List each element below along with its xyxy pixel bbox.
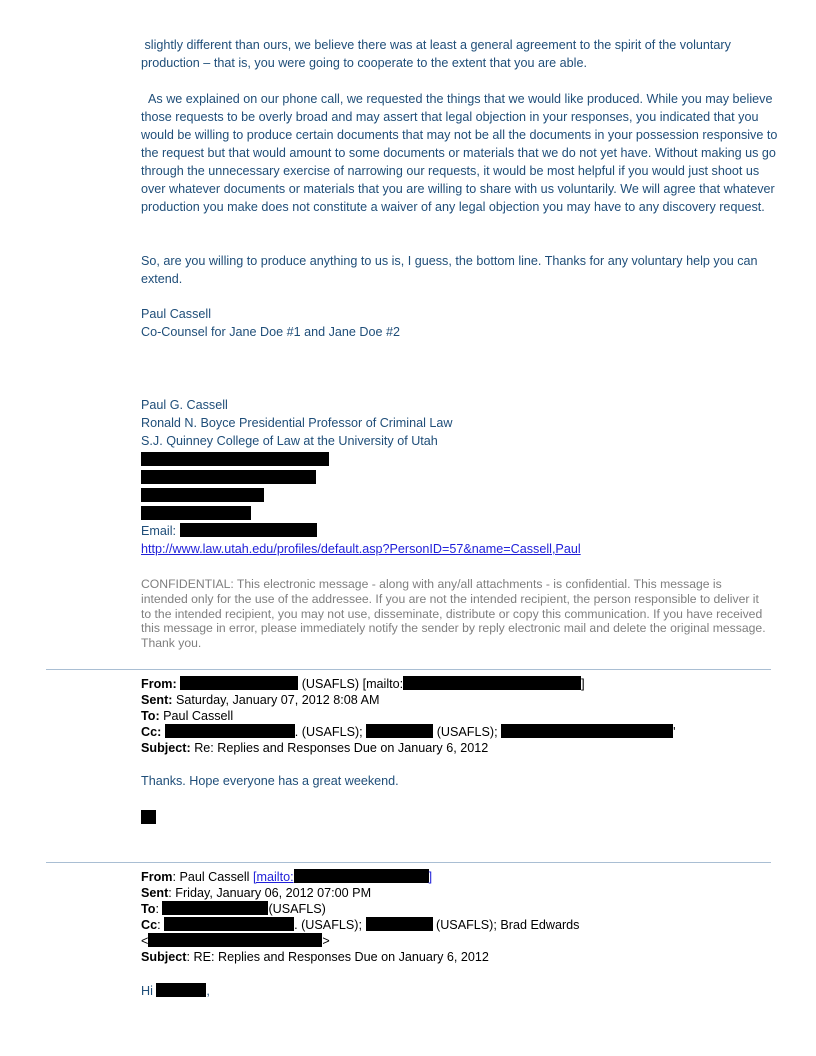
redaction-cc-3 bbox=[501, 724, 673, 738]
email2-sent-date: : Friday, January 06, 2012 07:00 PM bbox=[168, 886, 372, 900]
email2-subject: : RE: Replies and Responses Due on January 6, 2012 bbox=[186, 950, 489, 964]
body-paragraph-1: slightly different than ours, we believe there was at least a general agreement to the spirit of the voluntary production – that is, you were going to cooperate to the extent that you are able. bbox=[141, 38, 731, 70]
email1-from-label: From: bbox=[141, 677, 177, 691]
redaction-email2-sender bbox=[294, 869, 429, 883]
redaction-fax bbox=[141, 506, 251, 520]
email1-to: Paul Cassell bbox=[163, 709, 234, 723]
email-label: Email: bbox=[141, 524, 176, 538]
email2-to-line: To: (USAFLS) bbox=[141, 902, 326, 916]
body-paragraph-2: As we explained on our phone call, we requested the things that we would like produced. While you may believe those requests to be overly broad and may assert that legal objection in your responses, you indicated that you would be willing to produce certain documents that may not be all the documents in your possession responsive to the request but that would amount to some documents or materials that we do not yet have. Without making us go through the unnecessary exercise of narrowing our requests, it would be most helpful if you would just shoot us over whatever documents or materials that you are willing to share with us voluntarily. We will agree that whatever production you make does not constitute a waiver of any legal objection you may have to any discovery request. bbox=[141, 92, 778, 214]
email1-sent-date: Saturday, January 07, 2012 8:08 AM bbox=[175, 693, 380, 707]
signature-email-line bbox=[141, 522, 317, 540]
email1-body: Thanks. Hope everyone has a great weekend. bbox=[141, 774, 399, 788]
signature-school: S.J. Quinney College of Law at the University of Utah bbox=[141, 434, 438, 448]
email1-sent-line: Sent: Saturday, January 07, 2012 8:08 AM bbox=[141, 693, 380, 707]
redaction-email bbox=[180, 523, 317, 537]
redaction-sender-email bbox=[403, 676, 581, 690]
redaction-address-2 bbox=[141, 470, 316, 484]
divider-1 bbox=[46, 669, 771, 670]
redaction-email2-cc-3 bbox=[148, 933, 322, 947]
signature-title: Ronald N. Boyce Presidential Professor of Criminal Law bbox=[141, 416, 453, 430]
email2-cc-cont-line: < > bbox=[141, 934, 330, 948]
sign-off-role: Co-Counsel for Jane Doe #1 and Jane Doe #2 bbox=[141, 325, 401, 339]
redaction-sender-name bbox=[180, 676, 298, 690]
redaction-cc-1 bbox=[165, 724, 295, 738]
email1-subject-line: Subject: Re: Replies and Responses Due on January 6, 2012 bbox=[141, 741, 489, 755]
email1-cc-line: Cc: . (USAFLS); (USAFLS); ' bbox=[141, 725, 676, 739]
redaction-email2-to bbox=[162, 901, 268, 915]
email2-sent-line: Sent: Friday, January 06, 2012 07:00 PM bbox=[141, 886, 372, 900]
body-paragraph-3: So, are you willing to produce anything to us is, I guess, the bottom line. Thanks for any voluntary help you can extend. bbox=[141, 254, 758, 286]
sign-off-name: Paul Cassell bbox=[141, 307, 211, 321]
email2-mailto-link[interactable]: [mailto: ] bbox=[252, 870, 433, 884]
divider-2 bbox=[46, 862, 771, 863]
email2-greeting: Hi , bbox=[141, 984, 210, 998]
redaction-address-1 bbox=[141, 452, 329, 466]
redaction-email1-signature bbox=[141, 810, 156, 824]
email1-subject: Re: Replies and Responses Due on January 6, 2012 bbox=[194, 741, 489, 755]
redaction-email2-cc-1 bbox=[164, 917, 294, 931]
redaction-greeting-name bbox=[156, 983, 206, 997]
email1-from-org: (USAFLS) [mailto: bbox=[301, 677, 404, 691]
email2-subject-line: Subject: RE: Replies and Responses Due on January 6, 2012 bbox=[141, 950, 489, 964]
redaction-email2-cc-2 bbox=[366, 917, 433, 931]
profile-link[interactable]: http://www.law.utah.edu/profiles/default.asp?PersonID=57&name=Cassell,Paul bbox=[141, 542, 581, 556]
signature-name: Paul G. Cassell bbox=[141, 398, 228, 412]
email2-from-line: From: Paul Cassell [mailto: ] bbox=[141, 870, 433, 884]
redaction-phone bbox=[141, 488, 264, 502]
email1-to-line: To: Paul Cassell bbox=[141, 709, 234, 723]
email2-cc-line: Cc: . (USAFLS); (USAFLS); Brad Edwards bbox=[141, 918, 580, 932]
email1-from-line: From: (USAFLS) [mailto: ] bbox=[141, 677, 585, 691]
confidentiality-notice: CONFIDENTIAL: This electronic message - along with any/all attachments - is confidential. This message is intended only for the use of the addressee. If you are not the intended recipient, the person responsible to deliver it to the intended recipient, you may not use, disseminate, distribute or copy this communication. If you have received this message in error, please immediately notify the sender by reply electronic mail and delete the original message. Thank you. bbox=[141, 577, 766, 651]
redaction-cc-2 bbox=[366, 724, 433, 738]
